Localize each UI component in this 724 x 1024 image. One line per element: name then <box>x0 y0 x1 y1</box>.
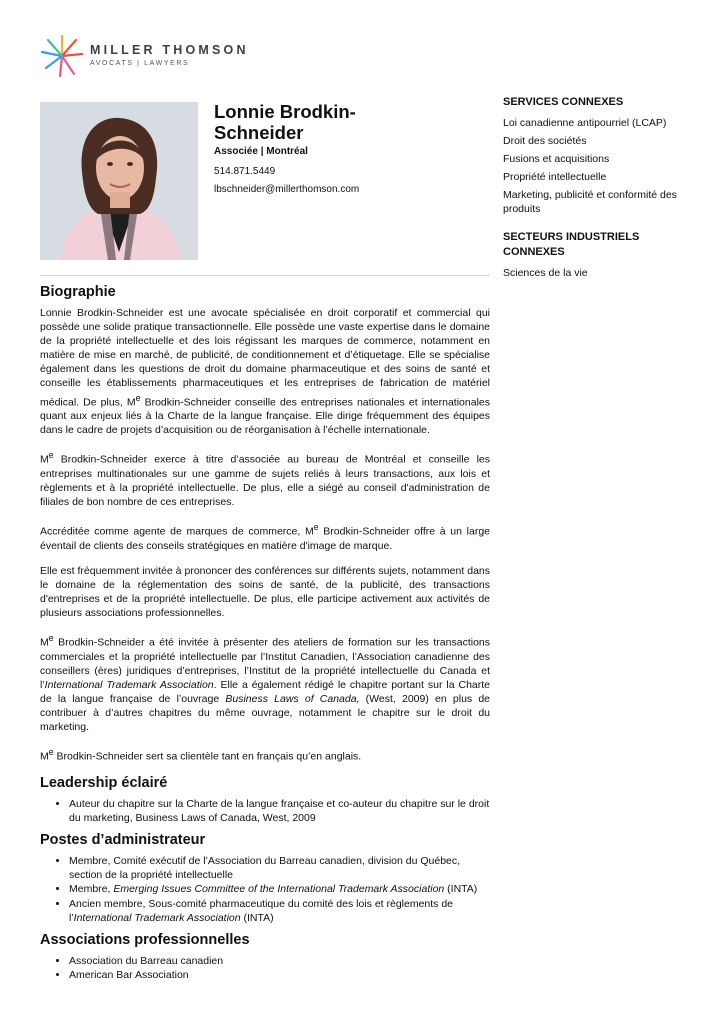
service-link[interactable]: Marketing, publicité et conformité des produits <box>503 189 677 215</box>
list-item: • Ancien membre, Sous-comité pharmaceutique du comité des lois et règlements de l’International Trademark Association (INTA) <box>69 897 490 925</box>
brand-name: MILLER THOMSON <box>90 43 249 57</box>
list-item: • Auteur du chapitre sur la Charte de la langue française et co-auteur du chapitre sur le droit du marketing, Business Laws of Canada, West, 2009 <box>69 797 490 825</box>
list-item: • American Bar Association <box>69 968 490 982</box>
leadership-list <box>40 797 490 825</box>
biography-heading: Biographie <box>40 284 116 300</box>
service-link[interactable]: Propriété intellectuelle <box>503 171 607 183</box>
industries-heading: SECTEURS INDUSTRIELS CONNEXES <box>503 231 640 258</box>
industry-link[interactable]: Sciences de la vie <box>503 267 588 279</box>
associations-heading: Associations professionnelles <box>40 931 250 948</box>
starburst-logo-icon <box>40 34 84 78</box>
sidebar <box>503 95 683 284</box>
service-link[interactable]: Loi canadienne antipourriel (LCAP) <box>503 117 667 129</box>
profile-phone-link[interactable]: 514.871.5449 <box>214 166 276 177</box>
associations-list <box>40 954 490 982</box>
brand-tagline: AVOCATS | LAWYERS <box>90 60 190 67</box>
section-divider <box>40 275 490 276</box>
biography-paragraph: Me Brodkin-Schneider a été invitée à présenter des ateliers de formation sur les transactions commerciales et la propriété intellectuelle par l’Institut Canadien, l’Association canadienne des conseillers (ères) juridiques d’entreprises, l’Institut de la propriété intellectuelle du Canada et l’International Trademark Association. Elle a également rédigé le chapitre portant sur la Charte de la langue française de l’ouvrage Business Laws of Canada, (West, 2009) en plus de contribuer à d’autres chapitres du même ouvrage, notamment le chapitre sur le droit du marketing. <box>40 633 491 734</box>
biography-paragraph: Me Brodkin-Schneider exerce à titre d’associée au bureau de Montréal et conseille les entreprises multinationales sur une gamme de sujets reliés à leurs transactions, aux lois et règlements et à la propriété intellectuelle. De plus, elle a siégé au conseil d'administration de filiales de bon nombre de ces entreprises. <box>40 450 490 509</box>
boards-list <box>40 854 490 924</box>
biography-paragraph: Accréditée comme agente de marques de commerce, Me Brodkin-Schneider offre à un large éventail de clients des conseils stratégiques en matière d'image de marque. <box>40 522 491 552</box>
list-item: • Membre, Emerging Issues Committee of the International Trademark Association (INTA) <box>69 882 490 896</box>
profile-role: Associée | Montréal <box>214 146 308 157</box>
main-content <box>40 284 490 989</box>
profile-email-link[interactable]: lbschneider@millerthomson.com <box>214 184 360 195</box>
boards-heading: Postes d’administrateur <box>40 832 206 849</box>
biography-paragraph: Elle est fréquemment invitée à prononcer des conférences sur différents sujets, notamment dans le domaine de la réglementation des soins de santé, de la publicité, des transactions d'entreprises et de la propriété intellectuelle. De plus, elle participe activement aux activités de plusieurs associations professionnelles. <box>40 564 490 620</box>
service-link[interactable]: Droit des sociétés <box>503 135 587 147</box>
leadership-heading: Leadership éclairé <box>40 775 168 792</box>
list-item: • Association du Barreau canadien <box>69 954 490 968</box>
profile-photo <box>40 102 198 260</box>
service-link[interactable]: Fusions et acquisitions <box>503 153 610 165</box>
services-heading: SERVICES CONNEXES <box>503 96 624 108</box>
biography-paragraph: Me Brodkin-Schneider sert sa clientèle tant en français qu’en anglais. <box>40 747 362 763</box>
list-item: • Membre, Comité exécutif de l’Association du Barreau canadien, division du Québec, section de la propriété intellectuelle <box>69 854 490 882</box>
profile-name: Lonnie Brodkin-Schneider <box>214 101 356 143</box>
biography-paragraph: Lonnie Brodkin-Schneider est une avocate spécialisée en droit corporatif et commercial qui possède une solide pratique transactionnelle. Elle possède une vaste expertise dans le domaine de la propriété intellectuelle et des lois régissant les marques de commerce, notamment en matière de mise en marché, de publicité, de conditionnement et d’étiquetage. Elle se spécialise également dans les questions de droit du domaine pharmaceutique et des soins de santé et conseille les établissements pharmaceutiques et les entreprises de fabrication de matériel médical. De plus, Me Brodkin-Schneider conseille des entreprises nationales et internationales quant aux enjeux liés à la Charte de la langue française. Elle dirige fréquemment des équipes dans le cadre de projets d’acquisition ou de réorganisation à l’échelle internationale. <box>40 307 490 437</box>
company-logo[interactable] <box>40 34 249 82</box>
